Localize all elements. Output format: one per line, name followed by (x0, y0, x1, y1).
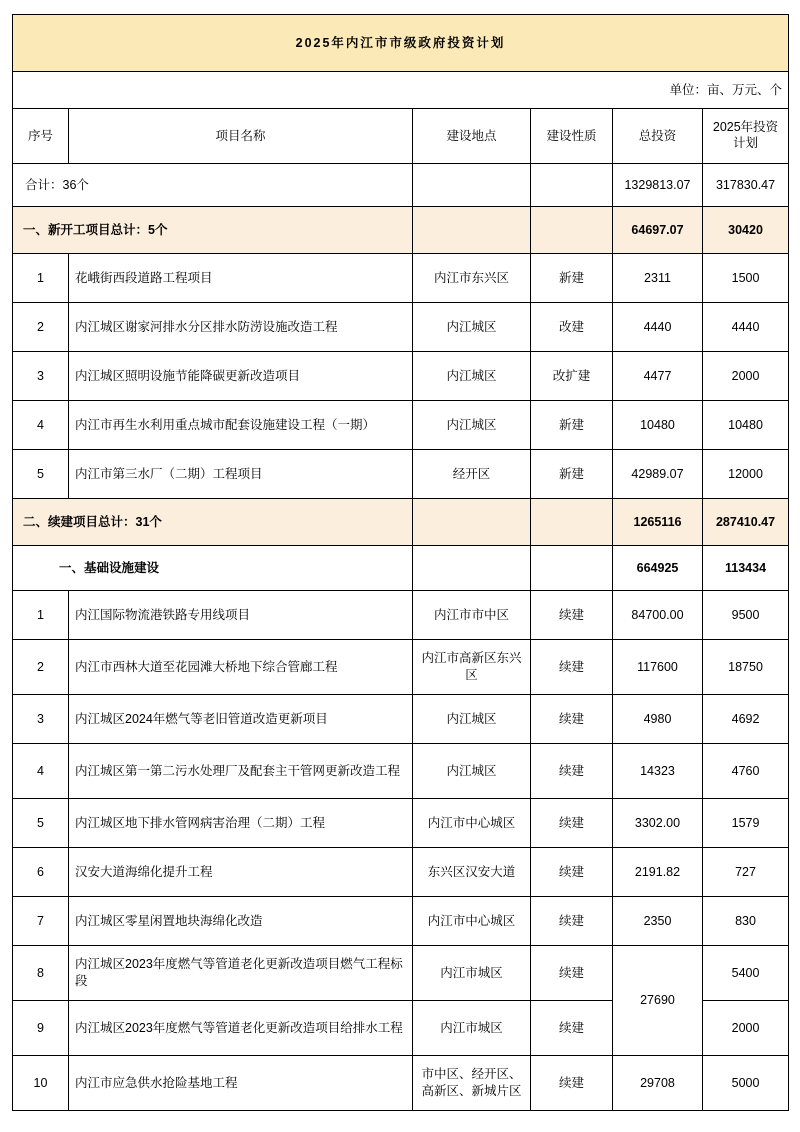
header-name: 项目名称 (69, 109, 413, 164)
row-type: 续建 (531, 640, 613, 695)
row-seq: 3 (13, 695, 69, 744)
row-name: 内江市第三水厂（二期）工程项目 (69, 450, 413, 499)
sub-section-plan: 113434 (703, 546, 789, 591)
row-place: 内江市城区 (413, 946, 531, 1001)
row-name: 内江市西林大道至花园滩大桥地下综合管廊工程 (69, 640, 413, 695)
row-name: 内江城区照明设施节能降碳更新改造项目 (69, 352, 413, 401)
row-total: 42989.07 (613, 450, 703, 499)
row-seq: 8 (13, 946, 69, 1001)
grand-total-plan: 317830.47 (703, 164, 789, 207)
section-total: 64697.07 (613, 207, 703, 254)
unit-row (13, 72, 789, 109)
row-total: 29708 (613, 1056, 703, 1111)
table-header-row (13, 109, 789, 164)
table-row (13, 848, 789, 897)
row-place: 内江城区 (413, 744, 531, 799)
row-total: 4980 (613, 695, 703, 744)
row-total: 4477 (613, 352, 703, 401)
section-place (413, 499, 531, 546)
row-plan: 1579 (703, 799, 789, 848)
row-total: 2191.82 (613, 848, 703, 897)
table-row (13, 401, 789, 450)
row-place: 内江市市中区 (413, 591, 531, 640)
row-place: 内江市城区 (413, 1001, 531, 1056)
table-row (13, 352, 789, 401)
row-type: 改建 (531, 303, 613, 352)
row-type: 新建 (531, 254, 613, 303)
grand-total-total: 1329813.07 (613, 164, 703, 207)
row-place: 内江市中心城区 (413, 897, 531, 946)
section-place (413, 207, 531, 254)
row-type: 续建 (531, 799, 613, 848)
row-total: 2311 (613, 254, 703, 303)
row-name: 内江城区地下排水管网病害治理（二期）工程 (69, 799, 413, 848)
header-plan (703, 109, 789, 164)
row-name: 内江城区2023年度燃气等管道老化更新改造项目给排水工程 (69, 1001, 413, 1056)
row-plan: 5400 (703, 946, 789, 1001)
row-plan: 9500 (703, 591, 789, 640)
header-plan-line2: 计划 (733, 136, 759, 150)
section-header-row (13, 207, 789, 254)
row-place: 内江城区 (413, 695, 531, 744)
unit-note: 单位：亩、万元、个 (13, 72, 789, 109)
section-total: 1265116 (613, 499, 703, 546)
investment-plan-table (12, 14, 789, 1111)
header-seq: 序号 (13, 109, 69, 164)
row-plan: 4760 (703, 744, 789, 799)
row-seq: 7 (13, 897, 69, 946)
row-plan: 1500 (703, 254, 789, 303)
row-total: 14323 (613, 744, 703, 799)
row-seq: 4 (13, 401, 69, 450)
table-row (13, 303, 789, 352)
row-plan: 727 (703, 848, 789, 897)
section-plan: 30420 (703, 207, 789, 254)
row-seq: 5 (13, 799, 69, 848)
row-name: 汉安大道海绵化提升工程 (69, 848, 413, 897)
row-seq: 2 (13, 640, 69, 695)
row-plan: 4440 (703, 303, 789, 352)
row-seq: 1 (13, 591, 69, 640)
section-label: 一、新开工项目总计：5个 (13, 207, 413, 254)
row-type: 续建 (531, 897, 613, 946)
row-total-merged: 27690 (613, 946, 703, 1056)
row-place: 经开区 (413, 450, 531, 499)
row-seq: 10 (13, 1056, 69, 1111)
row-type: 续建 (531, 695, 613, 744)
row-total: 117600 (613, 640, 703, 695)
table-row (13, 897, 789, 946)
row-place: 内江城区 (413, 352, 531, 401)
row-name: 花峨街西段道路工程项目 (69, 254, 413, 303)
row-total: 10480 (613, 401, 703, 450)
row-type: 续建 (531, 1001, 613, 1056)
row-type: 续建 (531, 946, 613, 1001)
row-seq: 4 (13, 744, 69, 799)
row-plan: 2000 (703, 1001, 789, 1056)
row-seq: 5 (13, 450, 69, 499)
table-row (13, 695, 789, 744)
row-place: 东兴区汉安大道 (413, 848, 531, 897)
sub-section-row (13, 546, 789, 591)
row-seq: 6 (13, 848, 69, 897)
row-seq: 3 (13, 352, 69, 401)
section-plan: 287410.47 (703, 499, 789, 546)
header-place: 建设地点 (413, 109, 531, 164)
row-plan: 18750 (703, 640, 789, 695)
section-type (531, 499, 613, 546)
page-title: 2025年内江市市级政府投资计划 (13, 15, 789, 72)
section-header-row (13, 499, 789, 546)
row-place: 内江城区 (413, 303, 531, 352)
row-name: 内江国际物流港铁路专用线项目 (69, 591, 413, 640)
row-name: 内江城区2024年燃气等老旧管道改造更新项目 (69, 695, 413, 744)
table-row (13, 744, 789, 799)
row-name: 内江市再生水利用重点城市配套设施建设工程（一期） (69, 401, 413, 450)
grand-total-row (13, 164, 789, 207)
row-plan: 5000 (703, 1056, 789, 1111)
row-type: 续建 (531, 848, 613, 897)
table-row (13, 640, 789, 695)
row-name: 内江城区第一第二污水处理厂及配套主干管网更新改造工程 (69, 744, 413, 799)
row-type: 续建 (531, 591, 613, 640)
table-row (13, 1056, 789, 1111)
table-row (13, 946, 789, 1001)
row-type: 新建 (531, 450, 613, 499)
row-plan: 12000 (703, 450, 789, 499)
row-place: 内江城区 (413, 401, 531, 450)
grand-total-label: 合计：36个 (13, 164, 413, 207)
table-row (13, 254, 789, 303)
row-name: 内江城区2023年度燃气等管道老化更新改造项目燃气工程标段 (69, 946, 413, 1001)
row-place: 内江市中心城区 (413, 799, 531, 848)
row-place: 内江市高新区东兴区 (413, 640, 531, 695)
row-plan: 4692 (703, 695, 789, 744)
row-total: 84700.00 (613, 591, 703, 640)
sub-section-label: 一、基础设施建设 (13, 546, 413, 591)
row-total: 2350 (613, 897, 703, 946)
header-type: 建设性质 (531, 109, 613, 164)
row-type: 新建 (531, 401, 613, 450)
header-plan-line1: 2025年投资 (712, 120, 779, 135)
row-seq: 2 (13, 303, 69, 352)
row-name: 内江城区谢家河排水分区排水防涝设施改造工程 (69, 303, 413, 352)
row-name: 内江城区零星闲置地块海绵化改造 (69, 897, 413, 946)
header-total: 总投资 (613, 109, 703, 164)
grand-total-place (413, 164, 531, 207)
sub-section-total: 664925 (613, 546, 703, 591)
row-plan: 830 (703, 897, 789, 946)
row-plan: 2000 (703, 352, 789, 401)
row-type: 改扩建 (531, 352, 613, 401)
sub-section-type (531, 546, 613, 591)
sub-section-place (413, 546, 531, 591)
row-place: 内江市东兴区 (413, 254, 531, 303)
row-plan: 10480 (703, 401, 789, 450)
title-row (13, 15, 789, 72)
table-row (13, 450, 789, 499)
row-place: 市中区、经开区、高新区、新城片区 (413, 1056, 531, 1111)
row-seq: 9 (13, 1001, 69, 1056)
row-type: 续建 (531, 1056, 613, 1111)
row-total: 4440 (613, 303, 703, 352)
section-type (531, 207, 613, 254)
row-total: 3302.00 (613, 799, 703, 848)
row-type: 续建 (531, 744, 613, 799)
table-row (13, 799, 789, 848)
row-seq: 1 (13, 254, 69, 303)
section-label: 二、续建项目总计：31个 (13, 499, 413, 546)
table-row (13, 591, 789, 640)
grand-total-type (531, 164, 613, 207)
row-name: 内江市应急供水抢险基地工程 (69, 1056, 413, 1111)
